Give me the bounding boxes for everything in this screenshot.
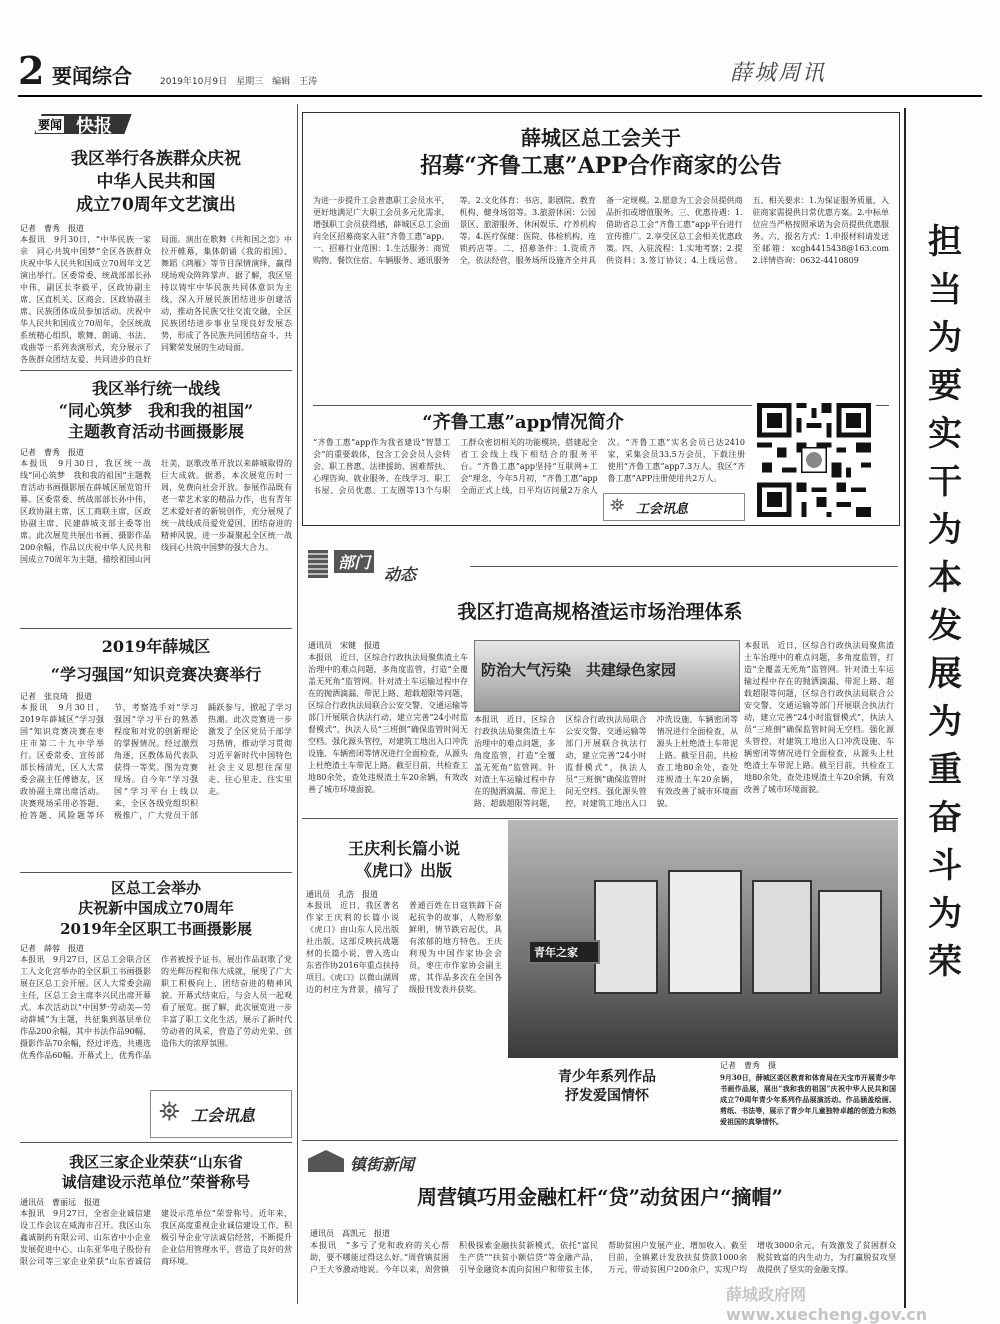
union-news-badge — [150, 1090, 292, 1138]
paper-name: 薛城周讯 — [730, 61, 827, 86]
divider — [20, 1142, 292, 1143]
article-headline: 我区举行统一战线 “同心筑梦 我和我的祖国” 主题教育活动书画摄影展 — [58, 379, 254, 442]
article-body: 本报讯 9月27日，全省企业诚信建设工作会议在威海市召开。我区山东鑫诚制药有限公司、山东省中小企业发展促进中心、山东亚华电子股份有限公司等三家企业荣获“山东省诚信建设示范单位”荣誉称号。近年来，我区高度重视企业诚信建设工作，积极引导企业守法诚信经营，不断提升企业信用管理水平，营造了良好的营商环境。 — [20, 1208, 292, 1266]
notice-body: 为进一步提升工会普惠职工会员水平，更好地满足广大职工会员多元化需求，增强职工会员获得感，薛城区总工会面向全区招募商家入驻“齐鲁工惠”app。一、招募行业范围：1.生活服务：商贸购物、餐饮住宿、车辆服务、通讯服务等。2.文化体育：书店、影剧院、教育机构、健身场馆等。3.旅游休闲：公园景区、旅游服务、休闲娱乐、疗养机构等。4.医疗保健：医院、体检机构、连锁药店等。二、招募条件：1.资质齐全，依法经营，服务场所设施齐全并具备一定规模。2.愿意为工会会员提供商品折扣或增值服务。三、优惠待遇：1.借助省总工会“齐鲁工惠”app平台进行宣传推广。2.享受区总工会相关优惠政策。四、入驻流程：1.实地考察；2.提供资料；3.签订协议；4.上线运营。五、相关要求：1.为保证服务质量，入驻商家需提供日常优惠方案。2.中标单位应当严格按照承诺为会员提供优惠服务。六、报名方式：1.申报材料请发送至邮箱：xcgh4415438@163.com 2.详情咨询：0632-4410809 — [313, 196, 889, 265]
union-news-badge — [603, 493, 745, 521]
notice-title: 薛城区总工会关于 招募“齐鲁工惠”APP合作商家的公告 — [420, 126, 782, 179]
photo-panel — [818, 890, 882, 994]
clean-air-banner — [474, 640, 740, 712]
article-headline: 2019年薛城区 “学习强国”知识竞赛决赛举行 — [50, 637, 262, 684]
department-news-tag-b: 动态 — [384, 565, 417, 584]
qr-code-image — [752, 398, 876, 522]
article-headline: 区总工会举办 庆祝新中国成立70周年 2019年全区职工书画摄影展 — [60, 879, 252, 938]
photo-caption-byline: 记者 曹秀 摄 — [720, 1061, 776, 1070]
divider — [20, 370, 292, 371]
app-intro-body: “齐鲁工惠”app作为我省建设“智慧工会”的重要载体，包含工会会员人会转会、职工普惠、法律援助、困难帮扶、心理咨询、就业服务、在线学习、职工书屋、会员优惠、工友圈等13个与职工群众密切相关的功能模块，搭建起全省工会线上线下相结合的服务平台。“齐鲁工惠”app坚持“互联网+工会”理念，今年5月初，“齐鲁工惠”app全面正式上线，日平均访问量2万余人次。“齐鲁工惠”实名会员已达2410家，采集会员33.5万会员，下载注册使用“齐鲁工惠”app7.3万人。我区“齐鲁工惠”APP注册使用共2万人。 — [313, 438, 745, 495]
union-news-badge-text: 工会讯息 — [636, 502, 689, 517]
building-icon — [308, 1150, 344, 1172]
photo-sign — [528, 940, 600, 964]
photo-panel — [668, 870, 742, 994]
department-news-tag-a: 部门 — [334, 550, 374, 573]
article-body: 本报讯 9月27日，区总工会联合区工人文化宫举办的全区职工书画摄影展在区总工会开展。区人大常委会副主任，区总工会主席李兴民出席开幕式。本次活动以“中国梦·劳动美—劳动薛城”为主题，共征集到基层单位作品200余幅，其中书法作品90幅、摄影作品70余幅，经过评选，共遴选优秀作品60幅。开幕式上，优秀作品作者被授予证书。展出作品讴歌了党的光辉历程和伟大成就，展现了广大职工积极向上、团结奋进的精神风貌。开幕式结束后，与会人员一起观看了展览。据了解，此次展览进一步丰富了职工文化生活，展示了新时代劳动者的风采，营造了劳动光荣、创造伟大的浓厚氛围。 — [20, 954, 292, 1060]
lighthouse-icon: ⛯ — [610, 495, 625, 516]
app-intro-title: “齐鲁工惠”app情况简介 — [422, 412, 624, 433]
article-novel-published — [306, 838, 502, 1084]
divider — [470, 566, 898, 567]
town-news-tag — [306, 1146, 456, 1180]
article-byline: 记者 曹秀 报道 — [20, 447, 84, 457]
article-headline: 王庆利长篇小说 《虎口》出版 — [347, 839, 460, 880]
column-rule — [297, 104, 298, 1304]
article-body: 本报讯 9月30日，我区统一战线“同心筑梦 我和我的祖国”主题教育活动书画摄影展在薛城区展览馆开幕。区委常委、统战部部长孙中伟，区政协副主席，区工商联主席，区政协副主席、民建薛城支部主委等出席。此次展览共展出书画、摄影作品200余幅，作品以庆祝中华人民共和国成立70周年为主题，描绘祖国山河壮美，讴歌改革开放以来薛城取得的巨大成就。据悉，本次展览历时一周，免费向社会开放。参展作品既有老一辈艺术家的精品力作，也有青年艺术爱好者的新锐创作，充分展现了统一战线成员爱党爱国、团结奋进的精神风貌，进一步凝聚起全区统一战线同心共筑中国梦的强大合力。 — [20, 458, 292, 564]
article-xuexi-quiz — [20, 636, 292, 882]
article-byline: 记者 张良琦 报道 — [20, 692, 92, 702]
photo-panel — [594, 880, 658, 994]
article-body-continued: 本报讯 近日，区综合行政执法局聚焦渣土车治理中的难点问题，多角度监管，打造“全覆盖无死角”监管网。针对渣土车运输过程中存在的抛洒滴漏、带泥上路、超载超限等问题，区综合行政执法局联合公安交警、交通运输等部门开展联合执法行动，建立完善“24小时监督模式”，执法人员“三班倒”确保监管时间无空档。强化源头管控，对建筑工地出入口冲洗设施、车辆密闭等情况进行全面检查，从源头上杜绝渣土车带泥上路。截至目前，共检查工地80余处，查处违规渣土车20余辆，有效改善了城市环境面貌。 — [744, 641, 894, 794]
slogan-panel — [904, 108, 996, 1308]
section-title: 要闻综合 — [52, 64, 132, 88]
article-headline: 我区举行各族群众庆祝 中华人民共和国 成立70周年文艺演出 — [71, 149, 241, 215]
page-number: 2 — [18, 48, 45, 93]
lighthouse-icon: ⛯ — [159, 1097, 180, 1127]
article-byline: 记者 曹秀 报道 — [20, 223, 84, 233]
town-news-tag-text: 镇街新闻 — [350, 1155, 415, 1174]
article-headline-financial-poverty: 周营镇巧用金融杠杆“贷”动贫困户“摘帽” — [416, 1185, 783, 1209]
article-body: 本报讯 9月30日，2019年薛城区“学习强国”知识竞赛决赛在枣庄市第二十九中学举行。区委常委、宣传部部长杨清光，区人大常委会副主任傅德友，区政协副主席出席活动。决赛现场采用必答题、抢答题、风险题等环节，考察选手对“学习强国”学习平台的熟悉程度和对党的创新理论的掌握情况。经过激烈角逐，区教体局代表队获得一等奖。图为竞赛现场。自今年“学习强国”学习平台上线以来，全区各级党组织积极推广，广大党员干部踊跃参与，掀起了学习热潮。此次竞赛进一步激发了全区党员干部学习热情，推动学习贯彻习近平新时代中国特色社会主义思想往深里走、往心里走、往实里走。 — [20, 703, 292, 821]
divider — [302, 818, 898, 819]
news-flash-tag-large: 快报 — [76, 116, 112, 137]
article-headline-muck-transport: 我区打造高规格渣运市场治理体系 — [457, 601, 743, 623]
divider — [20, 872, 292, 873]
article-ethnic-performance — [20, 148, 292, 366]
photo-panel — [752, 880, 812, 994]
photo-caption-title: 青少年系列作品 抒发爱国情怀 — [558, 1069, 656, 1104]
clean-air-banner-text: 防治大气污染 共建绿色家园 — [481, 661, 677, 679]
news-flash-tag-small: 要闻 — [38, 118, 63, 132]
watermark: 薛城政府网 www.xuecheng.gov.cn — [726, 1285, 928, 1324]
photo-sign-text: 青年之家 — [534, 946, 578, 959]
article-byline: 通讯员 高凯元 报道 — [310, 1229, 390, 1238]
article-united-front-exhibition — [20, 378, 292, 666]
news-flash-tag — [20, 108, 130, 136]
photo-caption — [508, 1060, 898, 1140]
slogan-text: 担当为要 实干为本 发展为重 奋斗为荣 — [928, 222, 996, 982]
photo-caption-text: 9月30日，薛城区委区教育和体育局在天宝市开展青少年书画作品展，展出“我和我的祖国”庆祝中华人民共和国成立70周年青少年系列作品展演活动。作品涵盖绘画、剪纸、书法等，展示了青少年儿童独特卓越的创造力和热爱祖国的真挚情怀。 — [720, 1073, 896, 1126]
buildings-icon — [308, 550, 328, 578]
article-byline: 通讯员 宋键 报道 — [308, 641, 380, 650]
dateline: 2019年10月9日 星期三 编辑 王涛 — [160, 77, 318, 87]
exhibition-photo — [508, 820, 898, 1058]
article-body-continued: 本报讯 近日，区综合行政执法局聚焦渣土车治理中的难点问题，多角度监管，打造“全覆盖无死角”监管网。针对渣土车运输过程中存在的抛洒滴漏、带泥上路、超载超限等问题，区综合行政执法局联合公安交警、交通运输等部门开展联合执法行动，建立完善“24小时监督模式”，执法人员“三班倒”确保监管时间无空档。强化源头管控，对建筑工地出入口冲洗设施、车辆密闭等情况进行全面检查，从源头上杜绝渣土车带泥上路。截至目前，共检查工地80余处，查处违规渣土车20余辆，有效改善了城市环境面貌。 — [474, 715, 738, 808]
article-body: 本报讯 9月30日，“中华民族一家亲 同心共筑中国梦”全区各族群众庆祝中华人民共和国成立70周年文艺演出举行。区委常委、统战部部长孙中伟，副区长李毅平，区政协副主席、区直机关、区商会、区政协副主席、民族团体成员参加活动。庆祝中华人民共和国成立70周年，全区统战系统精心组织，歌舞、朗诵、书法、戏曲等一系列表演形式，充分展示了各族群众团结友爱、共同进步的良好局面。演出在歌舞《共和国之恋》中拉开帷幕，集体朗诵《我的祖国》、舞蹈《鸿雁》等节目深情演绎，赢得现场观众阵阵掌声。据了解，我区坚持以铸牢中华民族共同体意识为主线，深入开展民族团结进步创建活动，推动各民族交往交流交融，全区民族团结进步事业呈现良好发展态势，形成了各民族共同团结奋斗、共同繁荣发展的生动局面。 — [20, 234, 292, 364]
union-news-badge-text: 工会讯息 — [191, 1106, 256, 1125]
article-body: 本报讯 “多亏了党和政府的关心帮助，要不哪能过得这么好。”周营镇贫困户王大爷激动地说。今年以来，周营镇积极探索金融扶贫新模式，依托“富民生产贷”“扶贫小额信贷”等金融产品，引导金融资本流向贫困户和带贫主体，帮助贫困户发展产业、增加收入。截至目前，全镇累计发放扶贫贷款1000余万元，带动贫困户200余户，实现户均增收3000余元，有效激发了贫困群众脱贫致富的内生动力，为打赢脱贫攻坚战提供了坚实的金融支撑。 — [310, 1241, 896, 1274]
masthead-rule — [18, 95, 982, 97]
article-headline: 我区三家企业荣获“山东省 诚信建设示范单位”荣誉称号 — [61, 1153, 251, 1192]
article-byline: 通讯员 孔浩 报道 — [306, 890, 378, 900]
divider — [20, 628, 292, 629]
department-news-tag — [304, 548, 464, 584]
article-byline: 通讯员 曹丽远 报道 — [20, 1197, 100, 1207]
article-byline: 记者 薛蓉 报道 — [20, 943, 84, 953]
article-body: 本报讯 近日，区综合行政执法局聚焦渣土车治理中的难点问题，多角度监管，打造“全覆盖无死角”监管网。针对渣土车运输过程中存在的抛洒滴漏、带泥上路、超载超限等问题，区综合行政执法局联合公安交警、交通运输等部门开展联合执法行动，建立完善“24小时监督模式”，执法人员“三班倒”确保监管时间无空档。强化源头管控，对建筑工地出入口冲洗设施、车辆密闭等情况进行全面检查，从源头上杜绝渣土车带泥上路。截至目前，共检查工地80余处，查处违规渣土车20余辆，有效改善了城市环境面貌。 — [308, 653, 468, 794]
divider — [302, 1140, 898, 1141]
article-integrity-enterprises — [20, 1152, 292, 1304]
article-body: 本报讯 近日，我区著名作家王庆利的长篇小说《虎口》由山东人民出版社出版。这部反映抗战题材的长篇小说，曾入选山东省作协2016年重点扶持项目。《虎口》以微山湖周边的村庄为背景，描写了普通百姓在日寇铁蹄下奋起抗争的故事，人物形象鲜明，情节跌宕起伏，具有浓郁的地方特色。王庆利现为中国作家协会会员，枣庄市作家协会副主席，其作品多次在全国各级报刊发表并获奖。 — [306, 901, 502, 995]
